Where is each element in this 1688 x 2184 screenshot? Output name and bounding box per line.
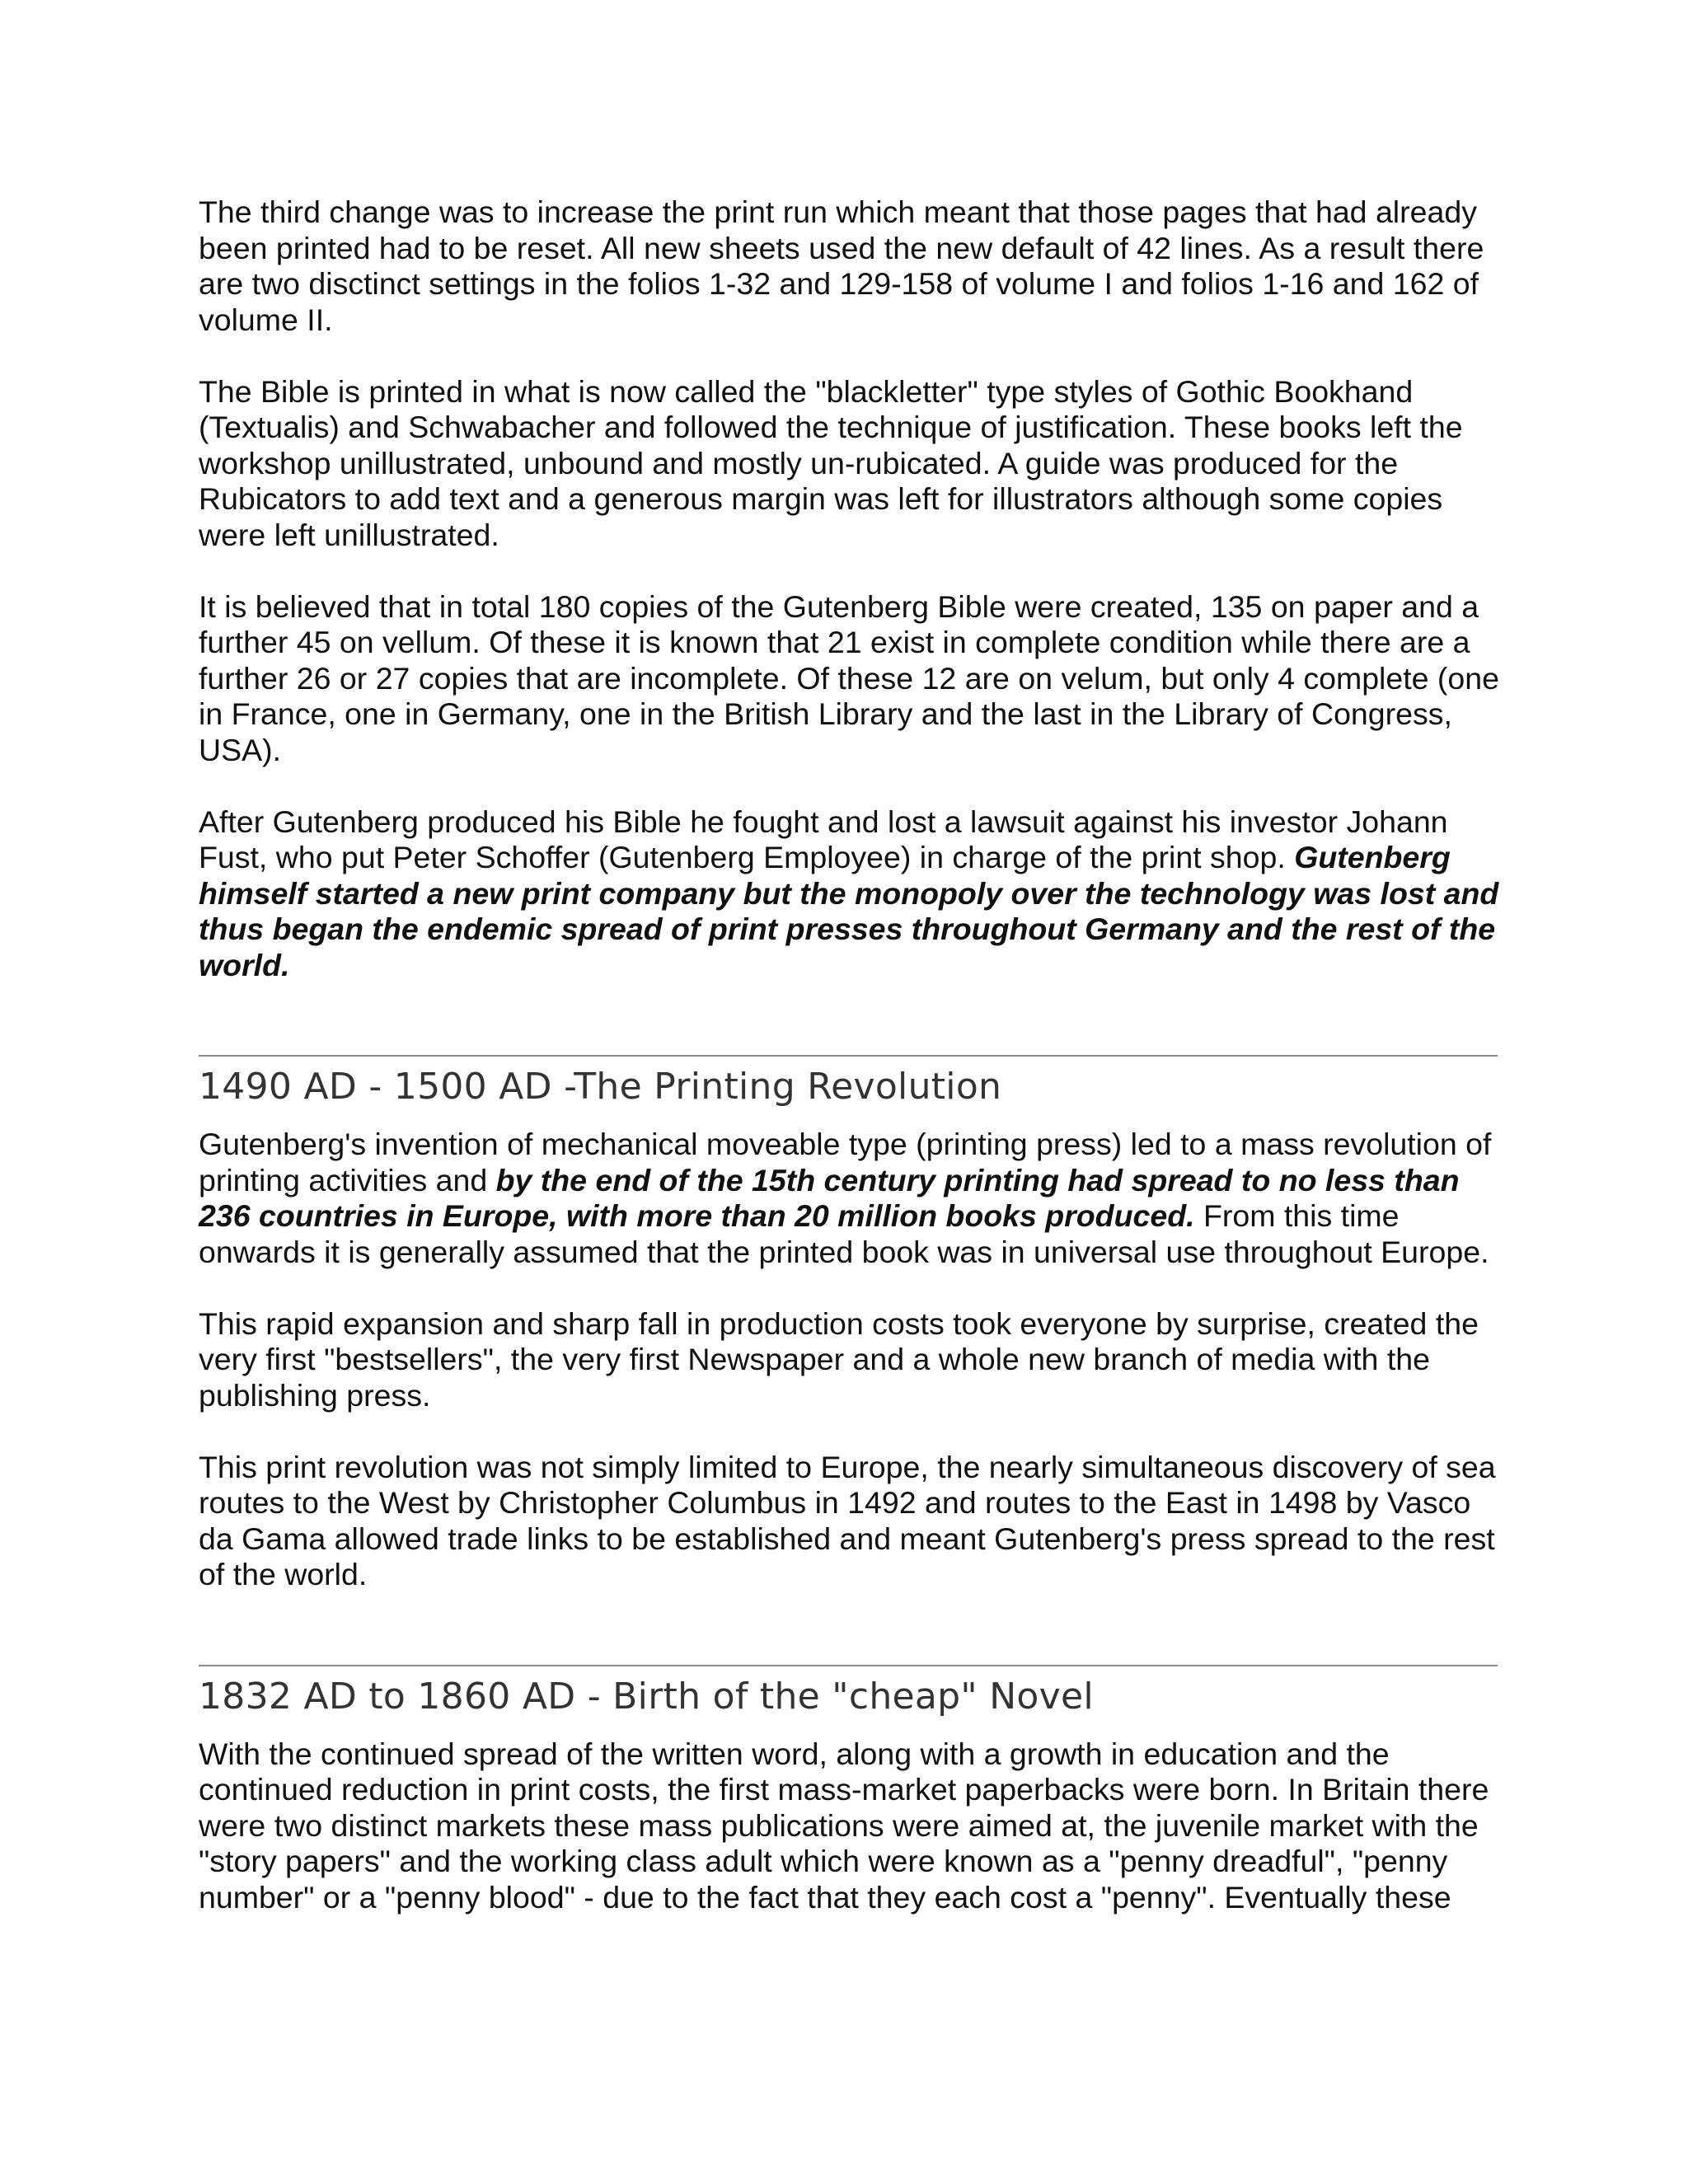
lawsuit-text: After Gutenberg produced his Bible he fought and lost a lawsuit against his investor Johann Fust, who put Peter Schoffer (Gutenberg Employee) in charge of the print shop. bbox=[199, 804, 1448, 874]
paragraph-blackletter: The Bible is printed in what is now called the "blackletter" type styles of Gothic Bookhand (Textualis) and Schwabacher and followed the technique of justification. These books left the workshop unillustrated, unbound and mostly un-rubicated. A guide was produced for the Rubicators to add text and a generous margin was left for illustrators although some copies were left unillustrated. bbox=[199, 373, 1463, 552]
paragraph-sea-routes: This print revolution was not simply limited to Europe, the nearly simultaneous discovery of sea routes to the West by Christopher Columbus in 1492 and routes to the East in 1498 by Vasco da Gama allowed trade links to be established and meant Gutenberg's press spread to the rest of the world. bbox=[199, 1449, 1496, 1591]
revolution-text-before: Gutenberg's invention of mechanical moveable type (printing press) led to a mass revolution of printing activities and bbox=[199, 1127, 1492, 1197]
paragraph-print-run: The third change was to increase the print run which meant that those pages that had already been printed had to be reset. All new sheets used the new default of 42 lines. As a result there are two disctinct settings in the folios 1-32 and 129-158 of volume I and folios 1-16 and 162 of volume II. bbox=[199, 194, 1484, 337]
section-heading: 1490 AD - 1500 AD -The Printing Revolution bbox=[199, 1066, 1002, 1108]
document-content bbox=[199, 194, 1499, 1915]
paragraph-mass-revolution bbox=[199, 1127, 1499, 1270]
section-divider bbox=[199, 1665, 1498, 1666]
paragraph-paperbacks: With the continued spread of the written word, along with a growth in education and the continued reduction in print costs, the first mass-market paperbacks were born. In Britain there were two distinct markets these mass publications were aimed at, the juvenile market with the "story papers" and the working class adult which were known as a "penny dreadful", "penny number" or a "penny blood" - due to the fact that they each cost a "penny". Eventually these bbox=[199, 1736, 1489, 1915]
section-cheap-novel bbox=[199, 1665, 1499, 1916]
revolution-text-after: From this time onwards it is generally assumed that the printed book was in universal use throughout Europe. bbox=[199, 1198, 1489, 1269]
section-divider bbox=[199, 1055, 1498, 1057]
revolution-emphasis: by the end of the 15th century printing had spread to no less than 236 countries in Europe, with more than 20 million books produced. bbox=[199, 1162, 1460, 1233]
section-heading: 1832 AD to 1860 AD - Birth of the "cheap" Novel bbox=[199, 1675, 1094, 1718]
lawsuit-emphasis: Gutenberg himself started a new print company but the monopoly over the technology was lost and thus began the endemic spread of print presses throughout Germany and the rest of the world. bbox=[199, 840, 1499, 982]
section-body bbox=[199, 1736, 1499, 1916]
paragraph-lawsuit bbox=[199, 804, 1499, 984]
section-body bbox=[199, 1127, 1499, 1593]
paragraph-copies: It is believed that in total 180 copies of the Gutenberg Bible were created, 135 on paper and a further 45 on vellum. Of these it is known that 21 exist in complete condition while there are a further 26 or 27 copies that are incomplete. Of these 12 are on velum, but only 4 complete (one in France, one in Germany, one in the British Library and the last in the Library of Congress, USA). bbox=[199, 588, 1499, 767]
paragraph-bestsellers: This rapid expansion and sharp fall in production costs took everyone by surprise, created the very first "bestsellers", the very first Newspaper and a whole new branch of media with the publishing press. bbox=[199, 1305, 1479, 1413]
section-printing-revolution bbox=[199, 1055, 1499, 1593]
